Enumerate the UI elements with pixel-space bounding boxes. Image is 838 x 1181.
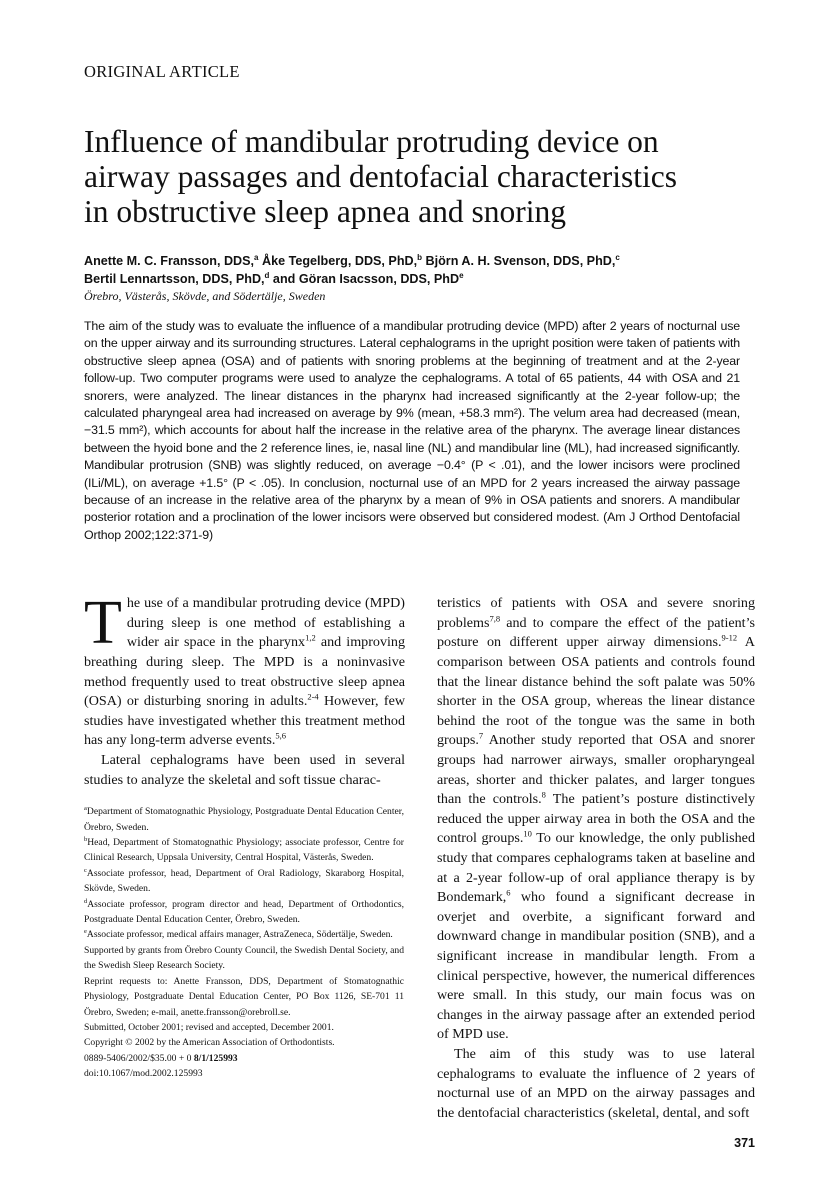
superscript-ref: 6 [506,887,511,898]
reprint-requests [84,974,404,1020]
submission-dates [84,1020,404,1035]
text-run: doi:10.1067/mod.2002.125993 [84,1068,203,1080]
text-run: and improving breathing during sleep. The MPD is a noninvasive method frequently used to treat obstructive sleep apnea (OSA) or disturbing snoring in adults. [84,634,406,710]
superscript-ref: 7 [478,730,484,741]
footnote [84,804,404,835]
superscript-ref: c [615,252,620,262]
funding-note [84,943,404,974]
text-run: he use of a mandibular protruding device (MPD) during sleep is one method of establishing a wider air space in the pharynx [126,595,405,651]
footnote [84,866,404,897]
text-run: The aim of this study was to use lateral cephalograms to evaluate the influence of 2 years of nocturnal use of an MPD on the airway passages and the dentofacial characteristics (skeletal, dental, and soft [437,1045,755,1121]
page-number: 371 [734,1136,755,1151]
superscript-ref: 2-4 [307,691,319,702]
superscript-ref: 10 [523,828,532,839]
body-column-left [84,589,406,1081]
superscript-ref: d [84,897,88,905]
author-locations: Örebro, Västerås, Skövde, and Södertälje, Sweden [84,289,326,303]
text-run: Björn A. H. Svenson, DDS, PhD, [422,254,616,268]
footnote [84,835,404,866]
text-run-bold: 8/1/125993 [193,1052,238,1064]
issn [84,1051,404,1066]
abstract: The aim of the study was to evaluate the influence of a mandibular protruding device (MPD) after 2 years of nocturnal use on the upper airway and its surrounding structures. Lateral cephalograms in the upright position were taken of patients with obstructive sleep apnea (OSA) and of patients with snoring problems at the beginning of treatment and at the 2-year follow-up. Two computer programs were used to analyze the cephalograms. A total of 65 patients, 44 with OSA and 21 snorers, were analyzed. The linear distances in the pharynx had increased significantly at the 2-year follow-up; the calculated pharyngeal area had increased on average by 9% (mean, +58.3 mm²). The velum area had decreased (mean, −31.5 mm²), which accounts for about half the increase in the relative area of the pharynx. The average linear distances between the hyoid bone and the 2 reference lines, ie, nasal line (NL) and mandibular line (ML), had increased significantly. Mandibular protrusion (SNB) was slightly reduced, on average −0.4° (P < .01), and the lower incisors were proclined (ILi/ML), on average +1.5° (P < .05). In conclusion, nocturnal use of an MPD for 2 years increased the airway passage because of an increase in the relative area of the pharynx by a mean of 9% in OSA patients and snorers. A mandibular posterior rotation and a proclination of the lower incisors were observed but considered modest. (Am J Orthod Dentofacial Orthop 2002;122:371-9) [84,319,740,542]
text-run: Lateral cephalograms have been used in several studies to analyze the skeletal and soft tissue charac- [84,752,405,788]
superscript-ref: b [84,835,88,843]
text-run: Head, Department of Stomatognathic Physiology; associate professor, Centre for Clinical Research, Uppsala University, Central Hospital, Västerås, Sweden. [84,837,404,864]
author-list [84,253,764,288]
paragraph-text [84,589,406,749]
copyright [84,1035,404,1050]
superscript-ref: 9-12 [721,632,738,643]
text-run: Reprint requests to: Anette Fransson, DDS, Department of Stomatognathic Physiology, Postgraduate Dental Education Center, PO Box 1126, SE-701 11 Örebro, Sweden; e-mail, anette.fransson@orebroll.se. [84,975,404,1018]
footnote [84,897,404,928]
text-run: Associate professor, program director and head, Department of Orthodontics, Postgraduate Dental Education Center, Örebro, Sweden. [84,898,404,926]
text-run: who found a significant decrease in overjet and overbite, a significant forward and downward change in mandibular position (SNB), and a significant increase in mandibular length. From a clinical perspective, however, the numerical differences were small. In this study, our main focus was on changes in the airway passage after an extended period of MPD use. [437,889,755,1043]
text-run: Anette M. C. Fransson, DDS, [84,254,255,268]
superscript-ref: b [417,252,423,262]
text-run: Bertil Lennartsson, DDS, PhD, [84,271,265,286]
doi [84,1066,404,1081]
drop-cap: T [84,589,122,658]
article-type-label: ORIGINAL ARTICLE [84,62,240,81]
text-run: Åke Tegelberg, DDS, PhD, [258,254,418,268]
footnotes [84,804,404,1081]
text-run: A comparison between OSA patients and controls found that the linear distance behind the soft palate was 50% shorter in the OSA group, whereas the linear distance behind the root of the tongue was the same in both groups. [437,634,755,749]
author-line [84,253,764,271]
text-run: Department of Stomatognathic Physiology, Postgraduate Dental Education Center, Örebro, Sweden. [84,806,404,833]
superscript-ref: 8 [541,789,546,800]
text-run: Copyright © 2002 by the American Association of Orthodontists. [84,1037,335,1049]
title-line: in obstructive sleep apnea and snoring [84,194,566,229]
text-run: Submitted, October 2001; revised and accepted, December 2001. [84,1021,334,1033]
superscript-ref: e [459,270,464,280]
article-title [84,124,784,229]
superscript-ref: a [254,252,259,262]
text-run: Supported by grants from Örebro County Council, the Swedish Dental Society, and the Swedish Sleep Research Society. [84,944,404,972]
author-line [84,271,764,289]
body-column-right [437,594,755,1151]
text-run: To our knowledge, the only published study that compares cephalograms taken at baseline and at a 2-year follow-up of oral appliance therapy is by Bondemark, [437,830,755,906]
text-run: However, few studies have investigated whether this treatment method has any long-term adverse events. [84,693,405,749]
body-paragraph [437,594,755,1045]
text-run: Another study reported that OSA and snorer groups had narrower airways, smaller oropharyngeal areas, shorter and thicker palates, and larger tongues than the controls. [437,732,755,808]
superscript-ref: e [84,928,87,936]
text-run: teristics of patients with OSA and severe snoring problems [437,595,755,631]
title-line: airway passages and dentofacial characteristics [84,159,677,194]
superscript-ref: d [264,270,270,280]
superscript-ref: a [84,805,87,813]
body-paragraph [84,751,405,790]
text-run: The patient’s posture distinctively reduced the upper airway area in both the OSA and the control groups. [437,791,755,847]
superscript-ref: 7,8 [489,613,501,624]
title-line: Influence of mandibular protruding device on [84,124,659,159]
text-run: and Göran Isacsson, DDS, PhD [269,271,460,286]
superscript-ref: c [84,866,87,874]
text-run: Associate professor, medical affairs manager, AstraZeneca, Södertälje, Sweden. [86,929,393,941]
footnote [84,927,404,942]
superscript-ref: 1,2 [305,632,316,643]
body-paragraph [84,589,406,751]
body-paragraph [437,1045,755,1123]
text-run: and to compare the effect of the patient’s posture on different upper airway dimensions. [437,614,755,651]
body-columns [84,589,756,1151]
text-run: 0889-5406/2002/$35.00 + 0 [84,1052,194,1064]
text-run: Associate professor, head, Department of Oral Radiology, Skaraborg Hospital, Skövde, Sweden. [84,867,404,895]
superscript-ref: 5,6 [275,730,286,741]
